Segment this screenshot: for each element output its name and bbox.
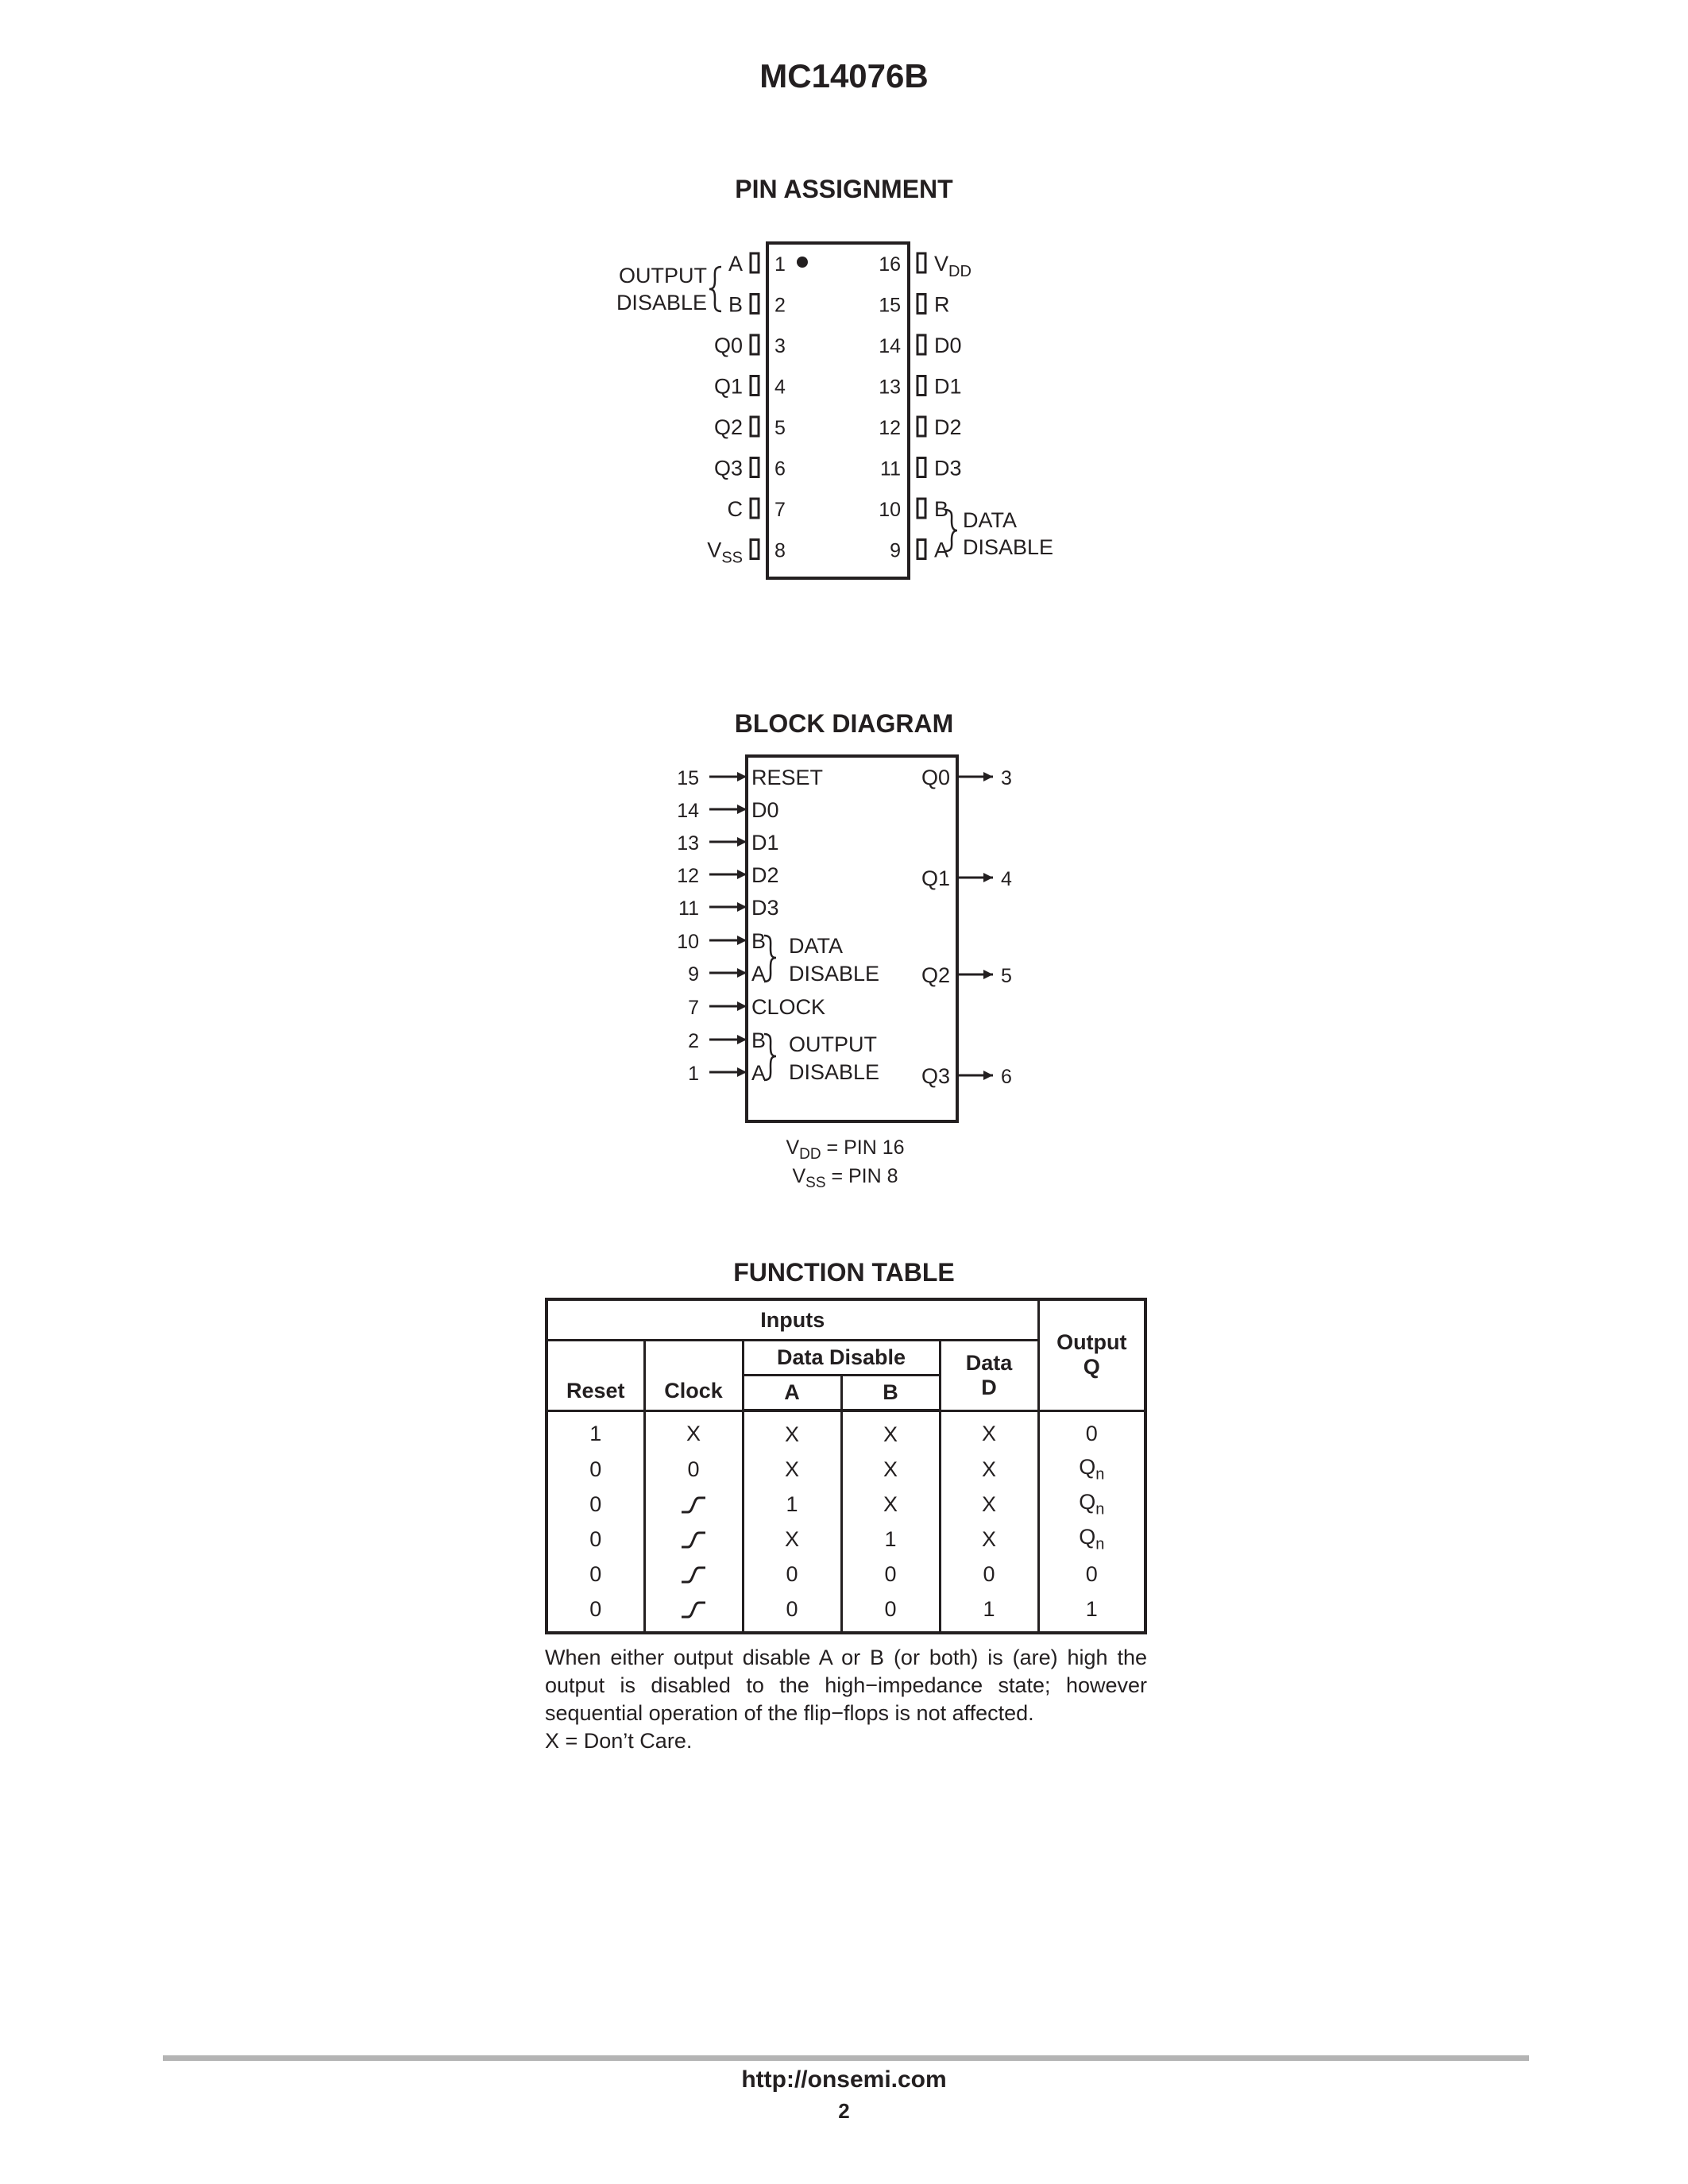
header-data-disable: Data Disable	[743, 1341, 940, 1376]
pin-13-name: D1	[934, 374, 962, 399]
table-row	[547, 1522, 1145, 1557]
block-diagram	[0, 715, 1688, 1207]
bd-input-10-pin: 10	[677, 931, 699, 953]
bd-input-2-label: B	[751, 1028, 767, 1052]
cell-d: 1	[940, 1592, 1038, 1633]
table-row	[547, 1487, 1145, 1522]
bd-input-9-label: A	[751, 962, 767, 986]
output-disable-label-2: DISABLE	[616, 291, 707, 314]
cell-clock	[644, 1522, 743, 1557]
pin-12-name: D2	[934, 415, 962, 439]
bd-input-9-pin: 9	[688, 963, 699, 986]
block-diagram-title: BLOCK DIAGRAM	[734, 709, 954, 738]
cell-reset: 0	[547, 1557, 644, 1592]
page-number: 2	[838, 2099, 850, 2123]
bd-input-1-pin: 1	[688, 1063, 699, 1085]
bd-output-Q3-label: Q3	[921, 1064, 950, 1088]
pin-11-number: 11	[880, 457, 901, 480]
pin-11-lead	[917, 458, 925, 477]
pin-8-name: $V_{SS}$	[707, 538, 743, 567]
header-data: Data D	[940, 1341, 1038, 1411]
footer-url[interactable]: http://onsemi.com	[741, 2066, 947, 2093]
cell-a: 1	[743, 1487, 841, 1522]
rising-edge-icon	[680, 1565, 707, 1584]
pin-6-lead	[751, 458, 759, 477]
pin-2-lead	[751, 295, 759, 314]
pin-10-name: B	[934, 497, 949, 521]
pin-assignment-diagram	[0, 0, 1688, 635]
vss-note: $V_{SS}$ = PIN 8	[792, 1165, 898, 1191]
bd-input-11-pin: 11	[678, 897, 699, 920]
cell-q: $Q_n$	[1038, 1522, 1145, 1557]
dont-care-note: X = Don’t Care.	[545, 1729, 693, 1753]
bd-output-Q2-label: Q2	[921, 963, 950, 987]
pin-16-number: 16	[879, 253, 901, 276]
cell-b: 1	[841, 1522, 940, 1557]
cell-b: 0	[841, 1557, 940, 1592]
cell-clock: 0	[644, 1452, 743, 1487]
bd-input-15-pin: 15	[677, 767, 699, 789]
header-clock: Clock	[644, 1341, 743, 1411]
cell-reset: 0	[547, 1522, 644, 1557]
pin-9-lead	[917, 540, 925, 559]
cell-clock	[644, 1487, 743, 1522]
function-table-title: FUNCTION TABLE	[733, 1258, 955, 1287]
pin-13-lead	[917, 376, 925, 396]
pin-6-number: 6	[774, 457, 786, 480]
table-row	[547, 1452, 1145, 1487]
pin-16-name: $V_{DD}$	[934, 252, 971, 280]
pin-15-number: 15	[879, 294, 901, 317]
cell-b: 0	[841, 1592, 940, 1633]
pin-12-number: 12	[879, 417, 901, 439]
bd-output-Q0-label: Q0	[921, 766, 950, 789]
header-a: A	[743, 1376, 841, 1411]
pin-4-lead	[751, 376, 759, 396]
pin-7-name: C	[727, 497, 743, 521]
pin-7-lead	[751, 499, 759, 518]
header-reset: Reset	[547, 1341, 644, 1411]
header-inputs: Inputs	[547, 1299, 1038, 1341]
pin-5-number: 5	[774, 417, 786, 439]
pin-9-number: 9	[890, 539, 901, 562]
bd-input-7-pin: 7	[688, 997, 699, 1019]
pin1-marker-dot	[797, 257, 808, 268]
ic-package-body	[767, 243, 909, 578]
pin-15-name: R	[934, 292, 950, 317]
bd-output-disable-label-1: OUTPUT	[789, 1032, 877, 1056]
bd-input-10-label: B	[751, 929, 767, 953]
bd-input-2-pin: 2	[688, 1030, 699, 1052]
bd-output-disable-label-2: DISABLE	[789, 1060, 880, 1084]
pin-10-number: 10	[879, 499, 901, 521]
output-disable-brace	[709, 267, 721, 311]
pin-8-number: 8	[774, 539, 786, 562]
table-row	[547, 1410, 1145, 1452]
cell-reset: 0	[547, 1592, 644, 1633]
cell-reset: 0	[547, 1487, 644, 1522]
cell-b: X	[841, 1452, 940, 1487]
document-title: MC14076B	[759, 57, 929, 95]
function-table	[545, 1298, 1147, 1634]
cell-d: 0	[940, 1557, 1038, 1592]
cell-a: X	[743, 1410, 841, 1452]
cell-a: 0	[743, 1557, 841, 1592]
pin-assignment-title: PIN ASSIGNMENT	[735, 175, 953, 203]
pin-15-lead	[917, 295, 925, 314]
cell-reset: 1	[547, 1410, 644, 1452]
pin-3-name: Q0	[713, 334, 743, 357]
table-row	[547, 1592, 1145, 1633]
cell-a: X	[743, 1522, 841, 1557]
pin-6-name: Q3	[713, 456, 743, 480]
bd-input-14-pin: 14	[677, 800, 699, 822]
output-disable-note: When either output disable A or B (or both) is (are) high the output is disabled to the high−impedance state; however sequential operation of the flip−flops is not affected.	[545, 1646, 1147, 1725]
pin-11-name: D3	[934, 456, 962, 480]
pin-10-lead	[917, 499, 925, 518]
cell-clock	[644, 1557, 743, 1592]
output-disable-label-1: OUTPUT	[619, 264, 707, 287]
cell-reset: 0	[547, 1452, 644, 1487]
pin-1-name: A	[728, 252, 743, 276]
table-row	[547, 1557, 1145, 1592]
bd-input-11-label: D3	[751, 896, 779, 920]
pin-14-lead	[917, 335, 925, 354]
pin-7-number: 7	[774, 499, 786, 521]
pin-4-name: Q1	[713, 374, 743, 399]
bd-output-5-arrow	[983, 970, 993, 979]
pin-2-name: B	[728, 292, 743, 317]
pin-8-lead	[751, 540, 759, 559]
bd-output-4-arrow	[983, 873, 993, 882]
bd-input-12-pin: 12	[677, 865, 699, 887]
bd-input-14-label: D0	[751, 798, 779, 822]
pin-1-lead	[751, 253, 759, 272]
pin-1-number: 1	[774, 253, 786, 276]
bd-output-6-pin: 6	[1001, 1066, 1012, 1088]
cell-d: X	[940, 1522, 1038, 1557]
data-disable-label-2: DISABLE	[963, 535, 1054, 559]
bd-output-3-pin: 3	[1001, 767, 1012, 789]
pin-4-number: 4	[774, 376, 786, 399]
cell-q: 0	[1038, 1557, 1145, 1592]
cell-d: X	[940, 1452, 1038, 1487]
pin-5-name: Q2	[713, 415, 743, 439]
pin-3-number: 3	[774, 335, 786, 357]
cell-q: $Q_n$	[1038, 1487, 1145, 1522]
cell-d: X	[940, 1487, 1038, 1522]
pin-16-lead	[917, 253, 925, 272]
data-disable-label-1: DATA	[963, 508, 1018, 532]
bd-output-6-arrow	[983, 1071, 993, 1080]
bd-output-4-pin: 4	[1001, 868, 1012, 890]
pin-12-lead	[917, 417, 925, 436]
bd-input-13-label: D1	[751, 831, 779, 855]
rising-edge-icon	[680, 1495, 707, 1515]
cell-a: X	[743, 1452, 841, 1487]
bd-output-disable-brace	[764, 1034, 776, 1080]
bd-data-disable-label-1: DATA	[789, 934, 844, 958]
bd-input-7-label: CLOCK	[751, 995, 826, 1019]
cell-q: $Q_n$	[1038, 1452, 1145, 1487]
bd-output-3-arrow	[983, 772, 993, 781]
cell-clock	[644, 1592, 743, 1633]
pin-5-lead	[751, 417, 759, 436]
cell-b: X	[841, 1487, 940, 1522]
rising-edge-icon	[680, 1600, 707, 1619]
bd-input-15-label: RESET	[751, 766, 824, 789]
bd-input-13-pin: 13	[677, 832, 699, 855]
bd-input-12-label: D2	[751, 863, 779, 887]
footer-rule	[163, 2055, 1529, 2061]
bd-output-Q1-label: Q1	[921, 866, 950, 890]
cell-b: X	[841, 1410, 940, 1452]
cell-a: 0	[743, 1592, 841, 1633]
vdd-note: $V_{DD}$ = PIN 16	[786, 1136, 905, 1163]
rising-edge-icon	[680, 1530, 707, 1549]
function-table-notes	[545, 1644, 1147, 1755]
bd-output-5-pin: 5	[1001, 965, 1012, 987]
cell-q: 1	[1038, 1592, 1145, 1633]
bd-data-disable-label-2: DISABLE	[789, 962, 880, 986]
cell-q: 0	[1038, 1410, 1145, 1452]
pin-14-number: 14	[879, 335, 901, 357]
pin-14-name: D0	[934, 334, 962, 357]
bd-data-disable-brace	[764, 936, 776, 982]
header-output: Output Q	[1038, 1299, 1145, 1410]
header-b: B	[841, 1376, 940, 1411]
cell-d: X	[940, 1410, 1038, 1452]
bd-input-1-label: A	[751, 1061, 767, 1085]
pin-3-lead	[751, 335, 759, 354]
pin-13-number: 13	[879, 376, 901, 399]
pin-9-name: A	[934, 538, 949, 562]
pin-2-number: 2	[774, 294, 786, 317]
cell-clock: X	[644, 1410, 743, 1452]
